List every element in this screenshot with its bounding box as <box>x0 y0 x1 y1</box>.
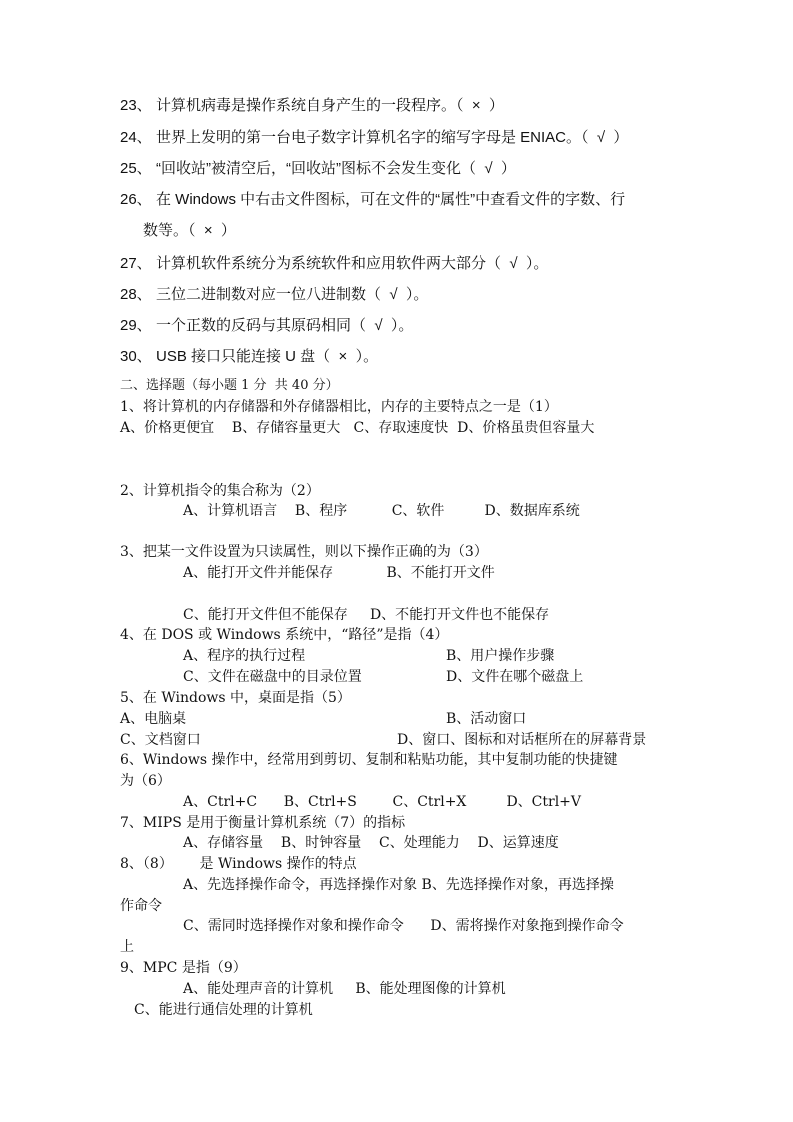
tf-num: 23、 <box>120 97 152 114</box>
q5-option-d: D、窗口、图标和对话框所在的屏幕背景 <box>397 732 647 748</box>
q9-option-c: C、能进行通信处理的计算机 <box>134 1002 313 1018</box>
q4-option-d: D、文件在哪个磁盘上 <box>446 669 584 685</box>
q4-option-a: A、程序的执行过程 <box>183 648 306 664</box>
q2-stem: 2、计算机指令的集合称为（2） <box>120 483 320 499</box>
q1-stem: 1、将计算机的内存储器和外存储器相比，内存的主要特点之一是（1） <box>120 399 558 415</box>
q3-options-cd: C、能打开文件但不能保存 D、不能打开文件也不能保存 <box>183 607 550 623</box>
tf-num: 29、 <box>120 317 152 334</box>
q5-option-a: A、电脑桌 <box>120 711 187 727</box>
q8-options-ab-continuation: 作命令 <box>120 898 162 914</box>
tf-text: 一个正数的反码与其原码相同（ √ ）。 <box>156 317 414 334</box>
mc-section-heading: 二、选择题（每小题 1 分 共 40 分） <box>120 378 339 393</box>
q8-options-cd: C、需同时选择操作对象和操作命令 D、需将操作对象拖到操作命令 <box>183 918 624 934</box>
q1-options: A、价格更便宜 B、存储容量更大 C、存取速度快 D、价格虽贵但容量大 <box>120 420 595 436</box>
q5-option-b: B、活动窗口 <box>446 711 527 727</box>
q5-stem: 5、在 Windows 中，桌面是指（5） <box>120 690 351 706</box>
q9-stem: 9、MPC 是指（9） <box>120 960 247 976</box>
q7-options: A、存储容量 B、时钟容量 C、处理能力 D、运算速度 <box>183 835 559 851</box>
tf-num: 26、 <box>120 191 152 208</box>
tf-text: 三位二进制数对应一位八进制数（ √ ）。 <box>156 286 429 303</box>
q4-option-c: C、文件在磁盘中的目录位置 <box>183 669 362 685</box>
q8-options-ab: A、先选择操作命令，再选择操作对象 B、先选择操作对象，再选择操 <box>183 877 614 893</box>
tf-text: 计算机病毒是操作系统自身产生的一段程序。（ × ） <box>156 97 504 114</box>
tf-text: 世界上发明的第一台电子数字计算机名字的缩写字母是 ENIAC。（ √ ） <box>156 129 629 146</box>
q6-stem: 6、Windows 操作中，经常用到剪切、复制和粘贴功能，其中复制功能的快捷键 <box>120 752 618 768</box>
q3-stem: 3、把某一文件设置为只读属性，则以下操作正确的为（3） <box>120 544 488 560</box>
q4-option-b: B、用户操作步骤 <box>446 648 555 664</box>
tf-num: 25、 <box>120 160 152 177</box>
q9-options-ab: A、能处理声音的计算机 B、能处理图像的计算机 <box>183 981 506 997</box>
q7-stem: 7、MIPS 是用于衡量计算机系统（7）的指标 <box>120 815 406 831</box>
q8-options-cd-continuation: 上 <box>120 939 134 955</box>
tf-text: 在 Windows 中右击文件图标，可在文件的“属性”中查看文件的字数、行 <box>156 191 626 208</box>
q2-options: A、计算机语言 B、程序 C、软件 D、数据库系统 <box>183 503 580 519</box>
q6-stem-continuation: 为（6） <box>120 773 171 789</box>
q6-options: A、Ctrl+C B、Ctrl+S C、Ctrl+X D、Ctrl+V <box>183 794 582 810</box>
tf-text: USB 接口只能连接 U 盘（ × ）。 <box>156 348 379 365</box>
tf-num: 24、 <box>120 129 152 146</box>
tf-num: 28、 <box>120 286 152 303</box>
tf-text: 计算机软件系统分为系统软件和应用软件两大部分（ √ ）。 <box>156 255 549 272</box>
q5-option-c: C、文档窗口 <box>120 732 201 748</box>
q3-options-ab: A、能打开文件并能保存 B、不能打开文件 <box>183 565 495 581</box>
tf-num: 30、 <box>120 348 152 365</box>
tf-num: 27、 <box>120 255 152 272</box>
tf-text-continuation: 数等。（ × ） <box>143 222 236 239</box>
tf-text: “回收站”被清空后，“回收站”图标不会发生变化（ √ ） <box>156 160 516 177</box>
q4-stem: 4、在 DOS 或 Windows 系统中，“路径”是指（4） <box>120 627 449 643</box>
q8-stem: 8、（8） 是 Windows 操作的特点 <box>120 856 357 872</box>
